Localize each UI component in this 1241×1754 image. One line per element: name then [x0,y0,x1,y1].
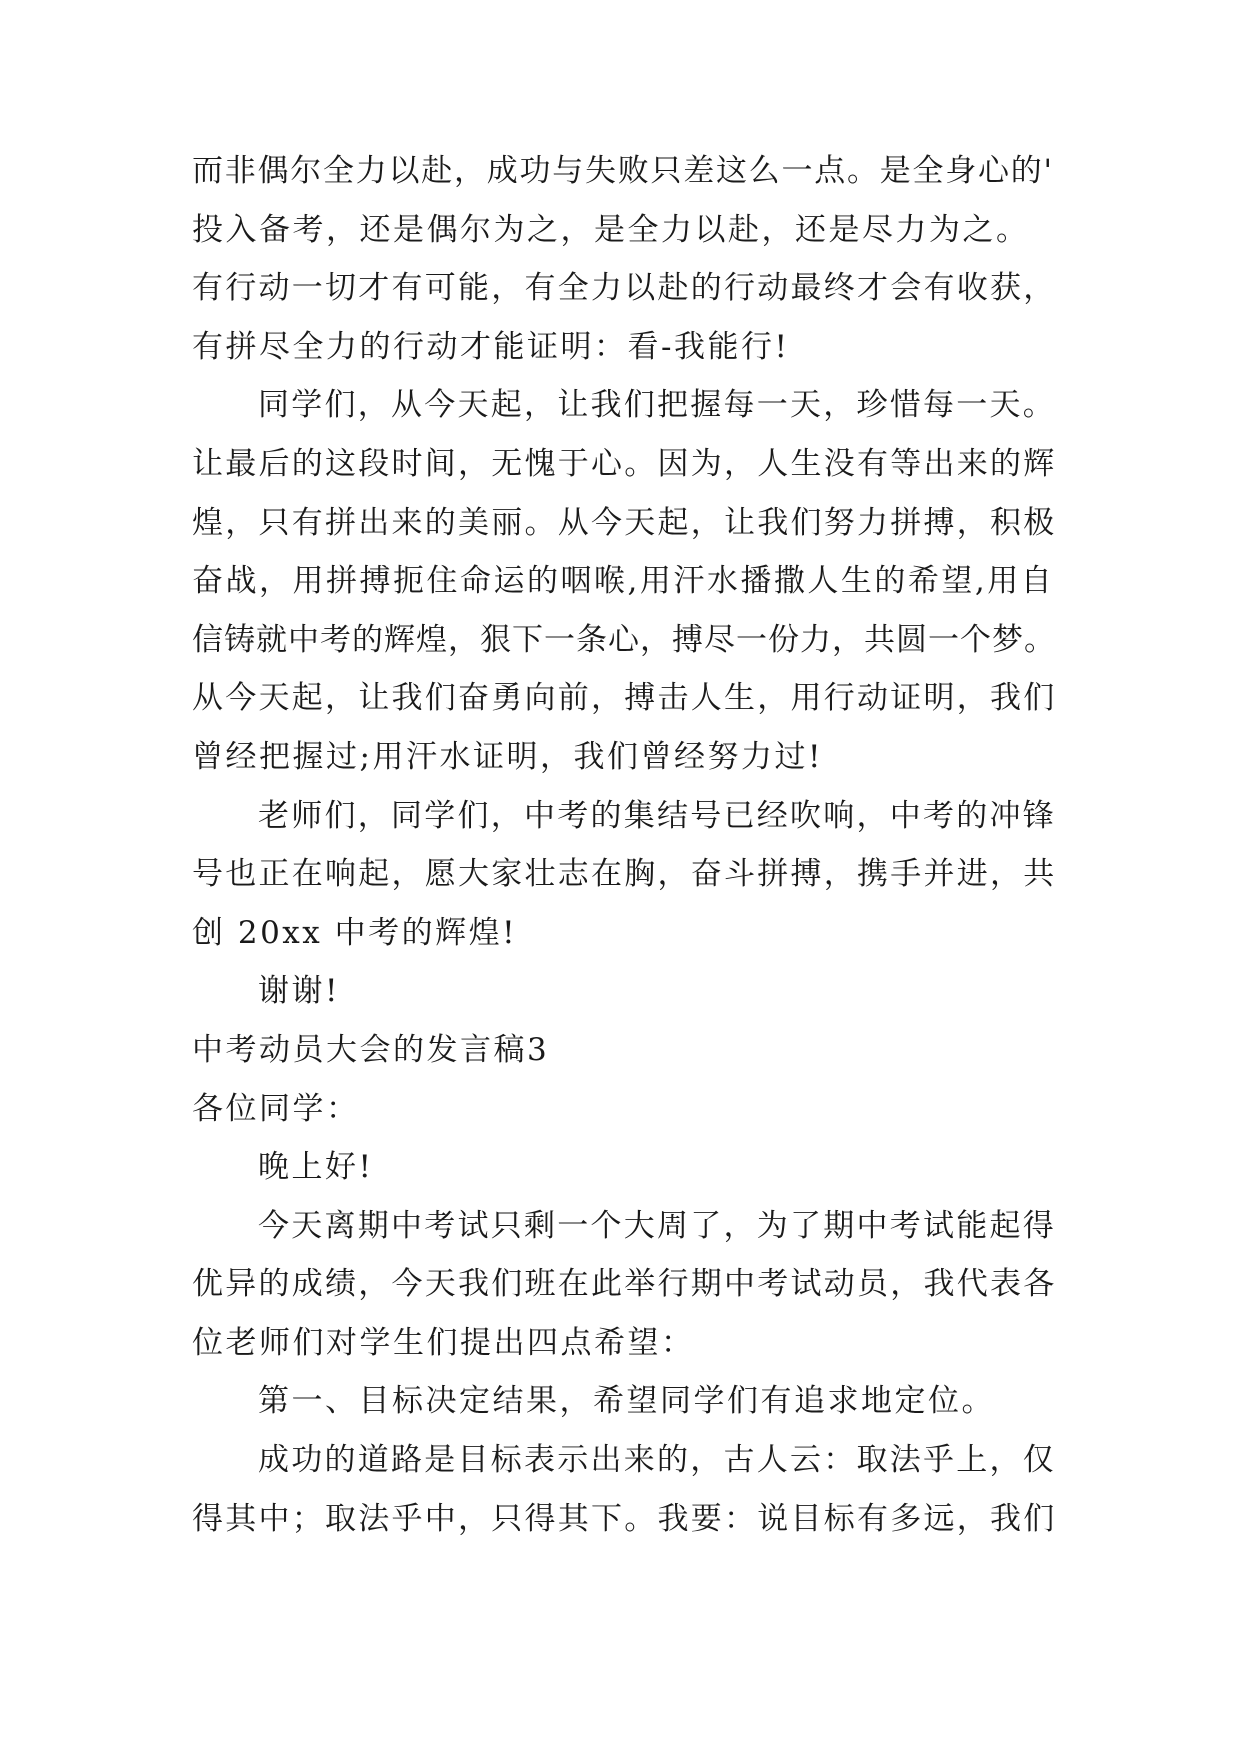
text-line: 煌，只有拼出来的美丽。从今天起，让我们努力拼搏，积极 [192,504,1057,541]
text-line: 得其中；取法乎中，只得其下。我要：说目标有多远，我们 [192,1500,1057,1537]
text-line: 中考动员大会的发言稿3 [192,1031,550,1068]
text-line: 第一、目标决定结果，希望同学们有追求地定位。 [258,1383,995,1420]
text-line: 老师们，同学们，中考的集结号已经吹响，中考的冲锋 [258,797,1056,834]
text-line: 让最后的这段时间，无愧于心。因为，人生没有等出来的辉 [192,445,1057,482]
text-line: 今天离期中考试只剩一个大周了，为了期中考试能起得 [258,1207,1056,1244]
text-line: 晚上好! [258,1149,374,1186]
text-line: 创 20xx 中考的辉煌! [192,914,518,951]
text-line: 号也正在响起，愿大家壮志在胸，奋斗拼搏，携手并进，共 [192,856,1057,893]
text-line: 优异的成绩，今天我们班在此举行期中考试动员，我代表各 [192,1266,1057,1303]
text-line: 位老师们对学生们提出四点希望： [192,1324,695,1361]
text-line: 有拼尽全力的行动才能证明：看-我能行! [192,328,790,365]
text-line: 信铸就中考的辉煌，狠下一条心，搏尽一份力，共圆一个梦。 [192,621,1056,658]
text-line: 投入备考，还是偶尔为之，是全力以赴，还是尽力为之。 [192,211,1030,248]
text-line: 曾经把握过;用汗水证明，我们曾经努力过! [192,738,823,775]
text-line: 各位同学： [192,1090,360,1127]
text-line: 奋战，用拼搏扼住命运的咽喉,用汗水播撒人生的希望,用自 [192,563,1055,600]
document-body [192,142,1058,1548]
text-line: 同学们，从今天起，让我们把握每一天，珍惜每一天。 [258,387,1056,424]
text-line: 成功的道路是目标表示出来的，古人云：取法乎上，仅 [258,1442,1056,1479]
text-line: 有行动一切才有可能，有全力以赴的行动最终才会有收获， [192,270,1057,307]
text-line: 谢谢! [258,973,340,1010]
text-line: 而非偶尔全力以赴，成功与失败只差这么一点。是全身心的' [192,153,1054,189]
text-line: 从今天起，让我们奋勇向前，搏击人生，用行动证明，我们 [192,680,1057,717]
